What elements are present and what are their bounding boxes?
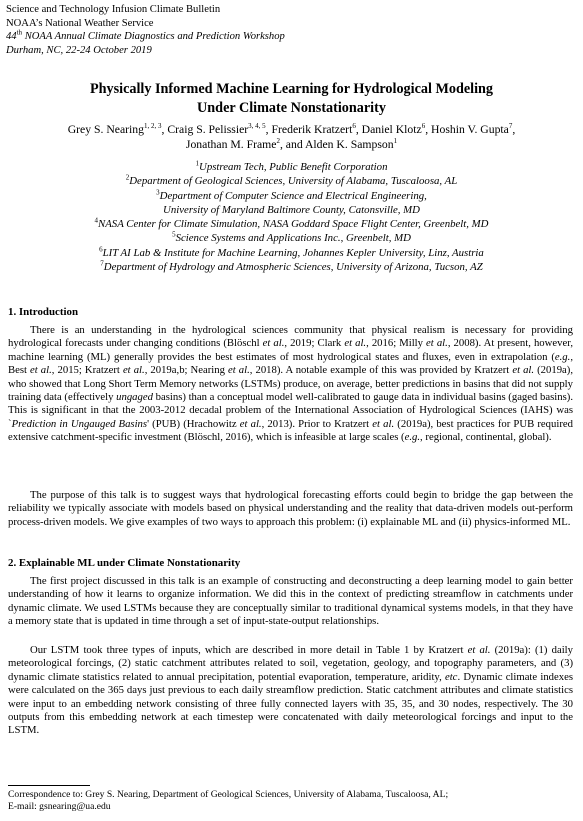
header-line-2: NOAA’s National Weather Service (6, 17, 154, 29)
footnote-divider (8, 785, 90, 786)
author-name: Frederik Kratzert (271, 123, 353, 136)
author-name: Craig S. Pelissier (167, 123, 249, 136)
author-name: Daniel Klotz (361, 123, 422, 136)
affiliation-list (0, 160, 583, 274)
author-line-2: Jonathan M. Frame$^2$, and Alden K. Sampson$^1$ (185, 137, 398, 152)
author-affil: 2 (276, 137, 280, 146)
paper-title (0, 80, 583, 118)
affiliation: University of Maryland Baltimore County, Catonsville, MD (163, 203, 420, 216)
author-affil: 7 (508, 122, 513, 131)
paragraph-4: Our LSTM took three types of inputs, which are described in more detail in Table 1 by Kratzert et al. (2019a): (1) daily meteorological forcings, (2) static catchment attributes related to soil, vegetation, geology, and topography parameters, and (3) dynamic climate statistics related to annual precipitation, potential evaporation, temperature, aridity, etc. Dynamic climate indexes were calculated on the 365 days just previous to each daily streamflow prediction. Static catchment attributes and climate statistics were input to an embedding network consisting of three fully connected layers with 35, 35, and 30 nodes, respectively. The 30 outputs from this embedding network at each timestep were concatenated with daily meteorological forcings and input to the LSTM. (8, 644, 573, 737)
bulletin-header (6, 3, 285, 57)
title-line-2: Under Climate Nonstationarity (197, 100, 386, 116)
author-name: Grey S. Nearing (67, 123, 144, 136)
footnote-line-1: Correspondence to: Grey S. Nearing, Department of Geological Sciences, University of Alabama, Tuscaloosa, AL; (8, 789, 449, 800)
title-line-1: Physically Informed Machine Learning for Hydrological Modeling (89, 81, 494, 97)
author-list (0, 122, 583, 152)
paragraph-1: There is an understanding in the hydrological sciences community that physical realism is necessary for providing hydrological forecasts under changing conditions (Blöschl et al., 2019; Clark et al., 2016; Milly et al., 2008). At present, however, machine learning (ML) generally provides the best estimates of most hydrological states and fluxes, even in extrapolation (e.g., Best et al., 2015; Kratzert et al., 2019a,b; Nearing et al., 2018). A notable example of this was provided by Kratzert et al. (2019a), who showed that Long Short Term Memory networks (LSTMs) produce, on average, better predictions in basins that did not supply training data (effectively ungaged basins) than a conceptual model well-calibrated to gauge data in individual basins (gaged basins). This is significant in that the 2003-2012 decadal problem of the International Association of Hydrological Sciences (IAHS) was `Prediction in Ungauged Basins' (PUB) (Hrachowitz et al., 2013). Prior to Kratzert et al. (2019a), best practices for PUB required extensive catchment-specific investment (Blöschl, 2016), which is infeasible at large scales (e.g., regional, continental, global). (8, 324, 574, 444)
affiliation: $^1$Upstream Tech, Public Benefit Corporation (195, 159, 388, 173)
footnote-line-2: E-mail: gsnearing@ua.edu (8, 801, 111, 813)
paragraph-2: The purpose of this talk is to suggest ways that hydrological forecasting efforts could begin to bridge the gap between the reliability we typically associate with models based on physical understanding and the reality that data-driven models out-perform process-driven models. We give examples of two ways to approach this problem: (i) explainable ML and (ii) physics-informed ML. (8, 489, 573, 528)
section-heading-explainable-ml: 2. Explainable ML under Climate Nonstationarity (8, 557, 241, 569)
section-heading-introduction: 1. Introduction (8, 306, 78, 318)
affiliation: $^6$LIT AI Lab & Institute for Machine Learning, Johannes Kepler University, Linz, Austria (99, 245, 484, 259)
paragraph-3: The first project discussed in this talk is an example of constructing and deconstructing a deep learning model to gain better understanding of how it learns to organize information. We did this in the context of predicting streamflow in catchments under dynamic climate. We used LSTMs because they are conceptually similar to traditional dynamical systems models, in that they have a memory state that is updated in time through a set of input-state-output relationships. (8, 575, 573, 628)
affiliation: $^4$NASA Center for Climate Simulation, NASA Goddard Space Flight Center, Greenbelt, MD (94, 216, 489, 231)
author-affil: 1, 2, 3 (143, 122, 162, 131)
header-line-3: 44th NOAA Annual Climate Diagnostics and Prediction Workshop (6, 28, 285, 43)
affiliation: $^5$Science Systems and Applications Inc., Greenbelt, MD (172, 230, 411, 245)
author-affil: 6 (352, 122, 356, 131)
header-line-1: Science and Technology Infusion Climate Bulletin (6, 4, 221, 15)
affiliation: $^3$Department of Computer Science and Electrical Engineering, (156, 188, 427, 202)
author-affil: 3, 4, 5 (248, 122, 266, 131)
author-line-1: Grey S. Nearing$^{1, 2, 3}$, Craig S. Pelissier$^{3, 4, 5}$, Frederik Kratzert$^6$, Daniel Klotz$^6$, Hoshin V. Gupta$^7$, (67, 122, 516, 136)
author-affil: 6 (421, 122, 426, 131)
affiliation: $^2$Department of Geological Sciences, University of Alabama, Tuscaloosa, AL (125, 173, 458, 188)
header-line-4: Durham, NC, 22-24 October 2019 (6, 44, 152, 56)
correspondence-footnote (8, 789, 578, 814)
author-name: Jonathan M. Frame (185, 138, 277, 152)
author-affil: 1 (393, 137, 398, 146)
author-name: Hoshin V. Gupta (431, 123, 509, 136)
author-name: Alden K. Sampson (304, 138, 394, 152)
affiliation: $^7$Department of Hydrology and Atmospheric Sciences, University of Arizona, Tucson, AZ (100, 259, 483, 274)
